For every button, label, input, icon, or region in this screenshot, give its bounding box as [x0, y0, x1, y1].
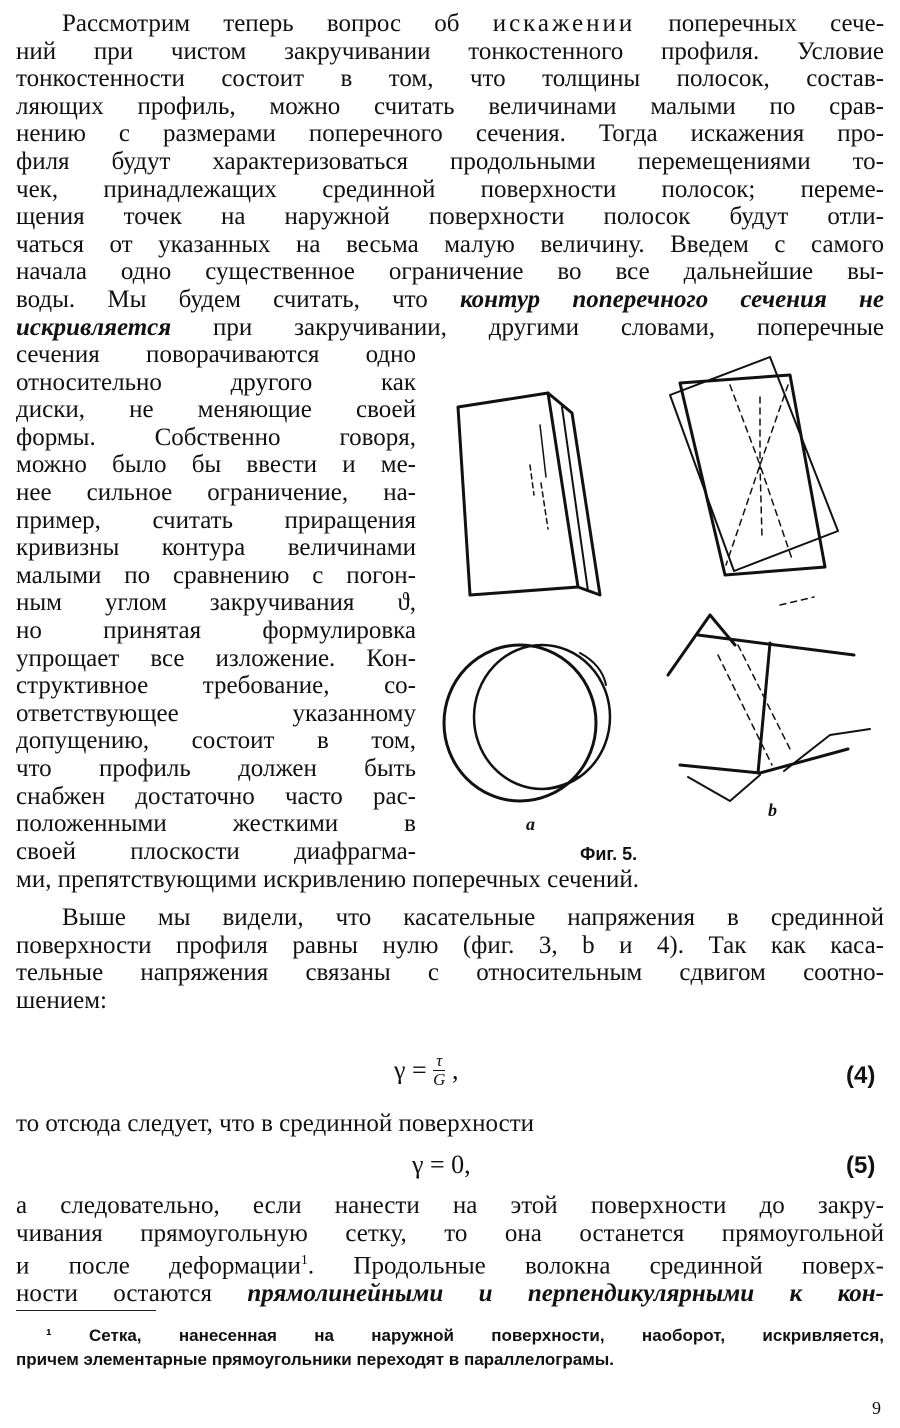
- italic-phrase: искривляется: [16, 313, 172, 341]
- spaced-word: искажении: [492, 10, 636, 37]
- text-line: начала одно существенное ограничение во все дальнейшие вы-: [16, 258, 884, 286]
- equation-number-5: (5): [846, 1152, 876, 1179]
- figure-5: [430, 345, 890, 865]
- text-line: допущению, состоит в том,: [16, 727, 416, 755]
- text-line: ляющих профиль, можно считать величинами малыми по срав-: [16, 92, 884, 120]
- figure-label-a: a: [526, 814, 535, 834]
- figure-b-twisted-i-beam: [668, 597, 870, 801]
- figure-a-closed-profile: [444, 645, 610, 801]
- text-line: поверхности профиля равны нулю (фиг. 3, b и 4). Так как каса-: [16, 931, 884, 959]
- text-line: своей плоскости диафрагма-: [16, 837, 416, 865]
- text-line: причем элементарные прямоугольники переходят в параллелограмы.: [16, 1350, 615, 1369]
- page-number: 9: [872, 1398, 881, 1418]
- text-line: структивное требование, со-: [16, 672, 416, 700]
- text-line: Рассмотрим теперь вопрос об искажении поперечных сече-: [62, 10, 884, 37]
- text-line: что профиль должен быть: [16, 754, 416, 782]
- text-line: ¹ Сетка, нанесенная на наружной поверхности, наоборот, искривляется,: [46, 1326, 884, 1345]
- text-line: положенными жесткими в: [16, 810, 416, 838]
- paragraph-1: [16, 10, 884, 341]
- paragraph-1-end: [16, 866, 884, 894]
- text-line: снабжен достаточно часто рас-: [16, 782, 416, 810]
- figure-b-twisted-sections: [670, 357, 838, 575]
- text-line: филя будут характеризоваться продольными перемещениями то-: [16, 147, 884, 175]
- fraction: [433, 1052, 445, 1089]
- text-line: воды. Мы будем считать, что контур поперечного сечения не: [16, 285, 884, 313]
- text-line: кривизны контура величинами: [16, 534, 416, 562]
- fraction-denominator: G: [433, 1070, 446, 1089]
- text-line: щения точек на наружной поверхности полосок будут отли-: [16, 203, 884, 231]
- text-line: сечения поворачиваются одно: [16, 341, 416, 368]
- text-line: чивания прямоугольную сетку, то она останется прямоугольной: [16, 1219, 884, 1247]
- italic-phrase: прямолинейными и перпендикулярными к кон-: [247, 1280, 884, 1308]
- text-line: диски, не меняющие своей: [16, 396, 416, 424]
- text-line: ности остаются прямолинейными и перпендикулярными к кон-: [16, 1280, 884, 1308]
- equation-5: γ = 0,: [412, 1150, 471, 1179]
- paragraph-4: [16, 1192, 884, 1308]
- footnote: [16, 1324, 884, 1372]
- text-line: нее сильное ограничение, на-: [16, 478, 416, 506]
- text-line: ответствующее указанному: [16, 699, 416, 727]
- text-line: тельные напряжения связаны с относительным сдвигом соотно-: [16, 959, 884, 987]
- equation-4: γ = $\frac{\tau}{G}$ ,: [394, 1051, 459, 1089]
- text-line: ний при чистом закручивании тонкостенного профиля. Условие: [16, 37, 884, 65]
- text-line: Выше мы видели, что касательные напряжения в срединной: [62, 904, 884, 931]
- text-line: чек, принадлежащих срединной поверхности полосок; переме-: [16, 175, 884, 203]
- text-line: формы. Собственно говоря,: [16, 423, 416, 451]
- text-line: упрощает все изложение. Кон-: [16, 644, 416, 672]
- fraction-numerator: τ: [433, 1052, 445, 1071]
- text-line: тонкостенности состоит в том, что толщины полосок, состав-: [16, 65, 884, 93]
- text-line: ным углом закручивания ϑ,: [16, 589, 416, 617]
- figure-a-open-profile: [458, 393, 600, 595]
- text-line: чаться от указанных на весьма малую величину. Введем с самого: [16, 230, 884, 258]
- text-line: ми, препятствующими искривлению поперечных сечений.: [16, 866, 639, 893]
- paragraph-2: [16, 904, 884, 1014]
- text-line: но принятая формулировка: [16, 616, 416, 644]
- paragraph-3: [16, 1110, 884, 1138]
- figure-label-b: b: [768, 800, 777, 820]
- footnote-separator: [16, 1310, 156, 1311]
- text-line: искривляется при закручивании, другими словами, поперечные: [16, 313, 884, 341]
- text-line: шением:: [16, 986, 107, 1014]
- text-line: можно было бы ввести и ме-: [16, 451, 416, 479]
- figure-caption: Фиг. 5.: [580, 844, 638, 864]
- text-line: пример, считать приращения: [16, 506, 416, 534]
- text-line: малыми по сравнению с погон-: [16, 561, 416, 589]
- text-line: относительно другого как: [16, 368, 416, 396]
- text-line: и после деформации$^1$. Продольные волокна срединной поверх-: [16, 1252, 884, 1280]
- equation-number-4: (4): [846, 1062, 876, 1089]
- text-line: то отсюда следует, что в срединной поверхности: [16, 1110, 535, 1137]
- italic-phrase: контур поперечного сечения не: [459, 285, 884, 313]
- wrapped-text-column: [16, 341, 416, 865]
- text-line: нению с размерами поперечного сечения. Тогда искажения про-: [16, 120, 884, 148]
- text-line: а следовательно, если нанести на этой поверхности до закру-: [16, 1192, 884, 1219]
- footnote-marker: 1: [300, 1253, 308, 1269]
